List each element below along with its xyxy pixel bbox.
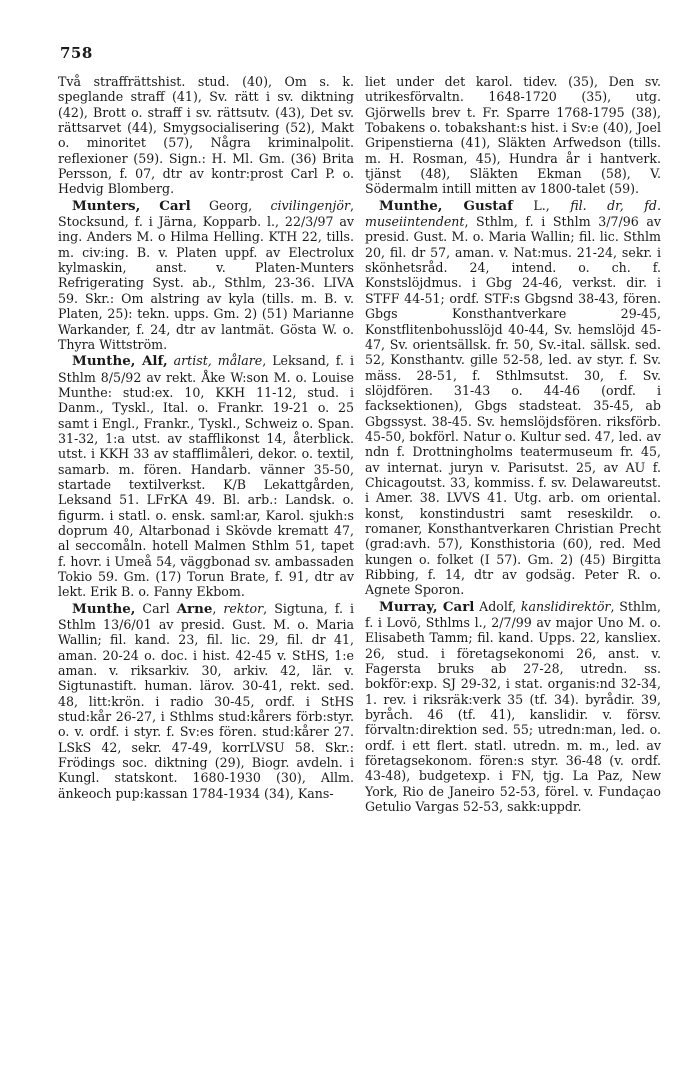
entry-text: , Sigtuna, f. i Sthlm 13/6/01 av presid. Gust. M. o. Maria Wallin; fil. kand. 23, fil. lic. 29, fil. dr 41, aman. 20-24 o. doc. i hist. 42-45 v. StHS, 1:e aman. v. riksarkiv. 30, arkiv. 42, lär. v. Sigtunastift. human. lärov. 30-41, rekt. sed. 48, litt:krön. i radio 30-45, ordf. i StHS stud:kår 26-27, i Sthlms stud:kårers förb:styr. o. v. ordf. i styr. f. Sv:es fören. stud:kårer 27. LSkS 42, sekr. 47-49, korrLVSU 58. Skr.: Frödings soc. diktning (29), Biogr. avdeln. i Kungl. statskont. 1680-1930 (30), Allm. änkeoch pup:kassan 1784-1934 (34), Kans- — [58, 600, 354, 801]
entry-title: rektor — [223, 600, 264, 616]
entry-munters-carl — [58, 198, 354, 352]
entry-murray-carl — [365, 599, 661, 815]
entry-name: Munthe, — [72, 600, 136, 617]
entry-name-called: Arne — [176, 600, 213, 617]
entry-text: Två straffrättshist. stud. (40), Om s. k. speglande straff (41), Sv. rätt i sv. diktning (42), Brott o. straff i sv. rättsutv. (43), Det sv. rättsarvet (44), Smygsocialisering (52), Makt o. minoritet (57), Några kriminalpolit. reflexioner (59). Sign.: H. Ml. Gm. (36) Brita Persson, f. 07, dtr av kontr:prost Carl P. o. Hedvig Blomberg. — [58, 74, 354, 197]
entry-title: civilingenjör — [270, 197, 350, 213]
right-column — [365, 74, 661, 815]
entry-title: kanslidirektör — [520, 598, 611, 614]
entry-text: liet under det karol. tidev. (35), Den sv. utrikesförvaltn. 1648-1720 (35), utg. Gjörwells brev t. Fr. Sparre 1768-1795 (38), Tobakens o. tobakshant:s hist. i Sv:e (40), Joel Gripenstierna (41), Släkten Arfwedson (tills. m. H. Rosman, 45), Hundra år i hantverk. tjänst (48), Släkten Ekman (58), V. Södermalm intill mitten av 1800-talet (59). — [365, 74, 661, 197]
entry-name: Munters, Carl — [72, 197, 191, 214]
entry-title-separator: , — [212, 600, 224, 616]
entry-munthe-gustaf — [365, 198, 661, 598]
entry-continuation — [58, 74, 354, 197]
entry-given-names: Georg, — [190, 197, 271, 213]
entry-title: fil. dr, fd. museiintendent — [365, 197, 661, 230]
page-number: 758 — [60, 44, 93, 62]
entry-name: Murray, Carl — [379, 598, 475, 615]
entry-name: Munthe, Gustaf — [379, 197, 513, 214]
entry-name: Munthe, Alf, — [72, 353, 168, 370]
entry-text: , Sthlm, f. i Lovö, Sthlms l., 2/7/99 av major Uno M. o. Elisabeth Tamm; fil. kand. Upps. 22, kansliex. 26, stud. i företagsekonomi 26, anst. v. Fagersta bruks ab 27-28, utredn. ss. bokför:exp. SJ 29-32, i stat. organis:nd 32-34, 1. rev. i riksräk:verk 35 (tf. 34). byrådir. 39, byråch. 46 (tf. 41), kanslidir. v. försv. förvaltn:direktion sed. 55; utredn:man, led. o. ordf. i ett flert. statl. utredn. m. m., led. av företagsekonom. fören:s styr. 36-48 (v. ordf. 43-48), budgetexp. i FN, tjg. La Paz, New York, Rio de Janeiro 52-53, förel. v. Fundaçao Getulio Vargas 52-53, sakk:uppdr. — [365, 598, 661, 815]
entry-given-names: Carl — [135, 600, 177, 616]
entry-given-names: L., — [512, 197, 571, 213]
entry-text: , Sthlm, f. i Sthlm 3/7/96 av presid. Gust. M. o. Maria Wallin; fil. lic. Sthlm 20, fil. dr 57, aman. v. Nat:mus. 21-24, sekr. i skönhetsråd. 24, intend. o. ch. f. Konstslöjdmus. i Gbg 24-46, verkst. dir. i STFF 44-51; ordf. STF:s Gbgsnd 38-43, fören. Gbgs Konsthantverkare 29-45, Konstflitenbohusslöjd 40-44, Sv. hemslöjd 45-47, Sv. orientsällsk. fr. 50, Sv.-ital. sällsk. sed. 52, Konsthantv. gille 52-58, led. av styr. f. Sv. mäss. 28-51, f. Sthlmsutst. 30, f. Sv. slöjdfören. 31-43 o. 44-46 (ordf. i facksektionen), Gbgs stadsteat. 35-45, ab Gbgssyst. 38-45. Sv. hemslöjdsfören. riksförb. 45-50, bokförl. Natur o. Kultur sed. 47, led. av ndn f. Drottningholms teatermuseum fr. 45, av internat. juryn v. Parisutst. 25, av AU f. Chicagoutst. 33, kommiss. f. sv. Delawareutst. i Amer. 38. LVVS 41. Utg. arb. om oriental. konst, konstindustri samt reseskildr. o. romaner, Konsthantverkaren Christian Precht (grad:avh. 57), Konsthistoria (60), red. Med kungen o. folket (I 57). Gm. 2) (45) Birgitta Ribbing, f. 14, dtr av godsäg. Peter R. o. Agnete Sporon. — [365, 214, 661, 598]
entry-munthe-arne — [58, 601, 354, 801]
entry-given-names: Adolf, — [474, 598, 521, 614]
entry-text: , Leksand, f. i Sthlm 8/5/92 av rekt. Åke W:son M. o. Louise Munthe: stud:ex. 10, KKH 11-12, stud. i Danm., Tyskl., Ital. o. Frankr. 19-21 o. 25 samt i Engl., Frankr., Tyskl., Schweiz o. Span. 31-32, 1:a utst. av stafflikonst 14, återblick. utst. i KKH 33 av stafflimåleri, dekor. o. textil, samarb. m. fören. Handarb. vänner 35-50, startade textilverkst. K/B Lekattgården, Leksand 51. LFrKA 49. Bl. arb.: Landsk. o. figurm. i statl. o. ensk. saml:ar, Karol. sjukh:s doprum 40, Altarbonad i Skövde krematt 47, al seccomåln. hotell Malmen Sthlm 51, tapet f. hovr. i Umeå 54, väggbonad sv. ambassaden Tokio 59. Gm. (17) Torun Brate, f. 91, dtr av lekt. Erik B. o. Fanny Ekbom. — [58, 353, 354, 600]
left-column — [58, 74, 354, 801]
entry-munthe-alf — [58, 353, 354, 600]
entry-text: , Stocksund, f. i Järna, Kopparb. l., 22/3/97 av ing. Anders M. o Hilma Helling. KTH 22, tills. m. civ:ing. B. v. Platen uppf. av Electrolux kylmaskin, anst. v. Platen-Munters Refrigerating Syst. ab., Sthlm, 23-36. LIVA 59. Skr.: Om alstring av kyla (tills. m. B. v. Platen, 25): tekn. upps. Gm. 2) (51) Marianne Warkander, f. 24, dtr av lantmät. Gösta W. o. Thyra Wittström. — [58, 197, 354, 352]
entry-continuation — [365, 74, 661, 197]
entry-title: artist, målare — [173, 353, 263, 369]
